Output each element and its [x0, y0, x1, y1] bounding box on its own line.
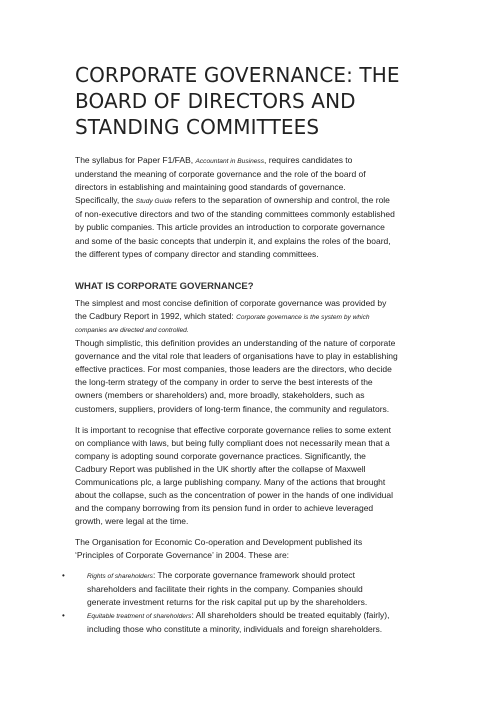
text-line: It is important to recognise that effective corporate governance relies to some extent	[75, 424, 391, 435]
text-line: the different types of company director and standing committees.	[75, 248, 319, 259]
quote: Corporate governance is the system by which	[236, 313, 370, 321]
text-line: ‘Principles of Corporate Governance’ in 2004. These are:	[75, 550, 290, 561]
text-line: the Cadbury Report in 1992, which stated: Corporate governance is the system by which	[75, 310, 370, 321]
study-guide-ref: Study Guide	[135, 198, 173, 206]
text-line: Specifically, the Study Guide refers to the separation of ownership and control, the role	[75, 195, 390, 206]
course-name: Accountant in Business	[195, 158, 265, 165]
text-line: by public companies. This article provides an introduction to corporate governance	[75, 222, 385, 233]
intro-paragraph	[75, 154, 425, 261]
title-line: BOARD OF DIRECTORS AND	[75, 89, 356, 113]
bullet-icon: •	[62, 610, 65, 620]
text-line: including those who constitute a minority, individuals and foreign shareholders.	[87, 623, 383, 634]
principle-term: Equitable treatment of shareholders	[87, 612, 192, 620]
text-line: The syllabus for Paper F1/FAB, Accountant in Business, requires candidates to	[75, 155, 353, 165]
list-item	[62, 609, 425, 636]
text-line: on compliance with laws, but being fully compliant does not necessarily mean that a	[75, 437, 390, 448]
text-line: understand the meaning of corporate governance and the role of the board of	[75, 169, 366, 180]
text-line: of non-executive directors and two of the standing committees commonly established	[75, 209, 395, 220]
title-line: STANDING COMMITTEES	[75, 115, 320, 139]
text-line: governance and the vital role that leaders of organisations have to play in establishing	[75, 351, 398, 362]
text-line: effective practices. For most companies, those leaders are the directors, who decide	[75, 364, 392, 375]
title-line: CORPORATE GOVERNANCE: THE	[75, 63, 400, 87]
text-line: about the collapse, such as the concentration of power in the hands of one individual	[75, 490, 394, 501]
text-line: Cadbury Report was published in the UK shortly after the collapse of Maxwell	[75, 463, 366, 474]
text-line: Rights of shareholders: The corporate governance framework should protect	[87, 569, 356, 580]
bullet-icon: •	[62, 570, 65, 580]
text-line: generate investment returns for the risk capital put up by the shareholders.	[87, 596, 368, 607]
body-paragraph	[75, 424, 425, 529]
section-heading: WHAT IS CORPORATE GOVERNANCE?	[75, 280, 254, 292]
body-paragraph	[75, 536, 425, 562]
text-line: The Organisation for Economic Co-operation and Development published its	[75, 537, 363, 548]
text-line: Equitable treatment of shareholders: All shareholders should be treated equitably (fairly),	[87, 609, 390, 620]
definition-paragraph	[75, 297, 425, 337]
principles-list	[62, 569, 425, 636]
body-paragraph	[75, 337, 425, 416]
principle-term: Rights of shareholders	[87, 572, 153, 580]
text-line: and some of the basic concepts that underpin it, and explains the roles of the board,	[75, 235, 391, 246]
text-line: owners (members or shareholders) and, more broadly, stakeholders, such as	[75, 390, 365, 401]
text-line: customers, suppliers, providers of long-term finance, the community and regulators.	[75, 403, 390, 414]
text-line: Communications plc, a large publishing company. Many of the actions that brought	[75, 476, 386, 487]
quote: companies are directed and controlled.	[75, 326, 189, 334]
text-line: The simplest and most concise definition of corporate governance was provided by	[75, 297, 387, 308]
text-line: company is adopting sound corporate governance practices. Significantly, the	[75, 450, 366, 461]
page-title	[75, 62, 425, 140]
text-line: and the company borrowing from its pension fund in order to achieve leveraged	[75, 503, 374, 514]
article	[62, 62, 425, 636]
text-line: the long-term strategy of the company in order to serve the best interests of the	[75, 377, 373, 388]
text-line: shareholders and facilitate their rights in the company. Companies should	[87, 583, 363, 594]
text-line: directors in establishing and maintaining good standards of governance.	[75, 182, 346, 193]
text-line: growth, were legal at the time.	[75, 516, 189, 527]
text-line: Though simplistic, this definition provides an understanding of the nature of corporate	[75, 338, 396, 349]
list-item	[62, 569, 425, 609]
